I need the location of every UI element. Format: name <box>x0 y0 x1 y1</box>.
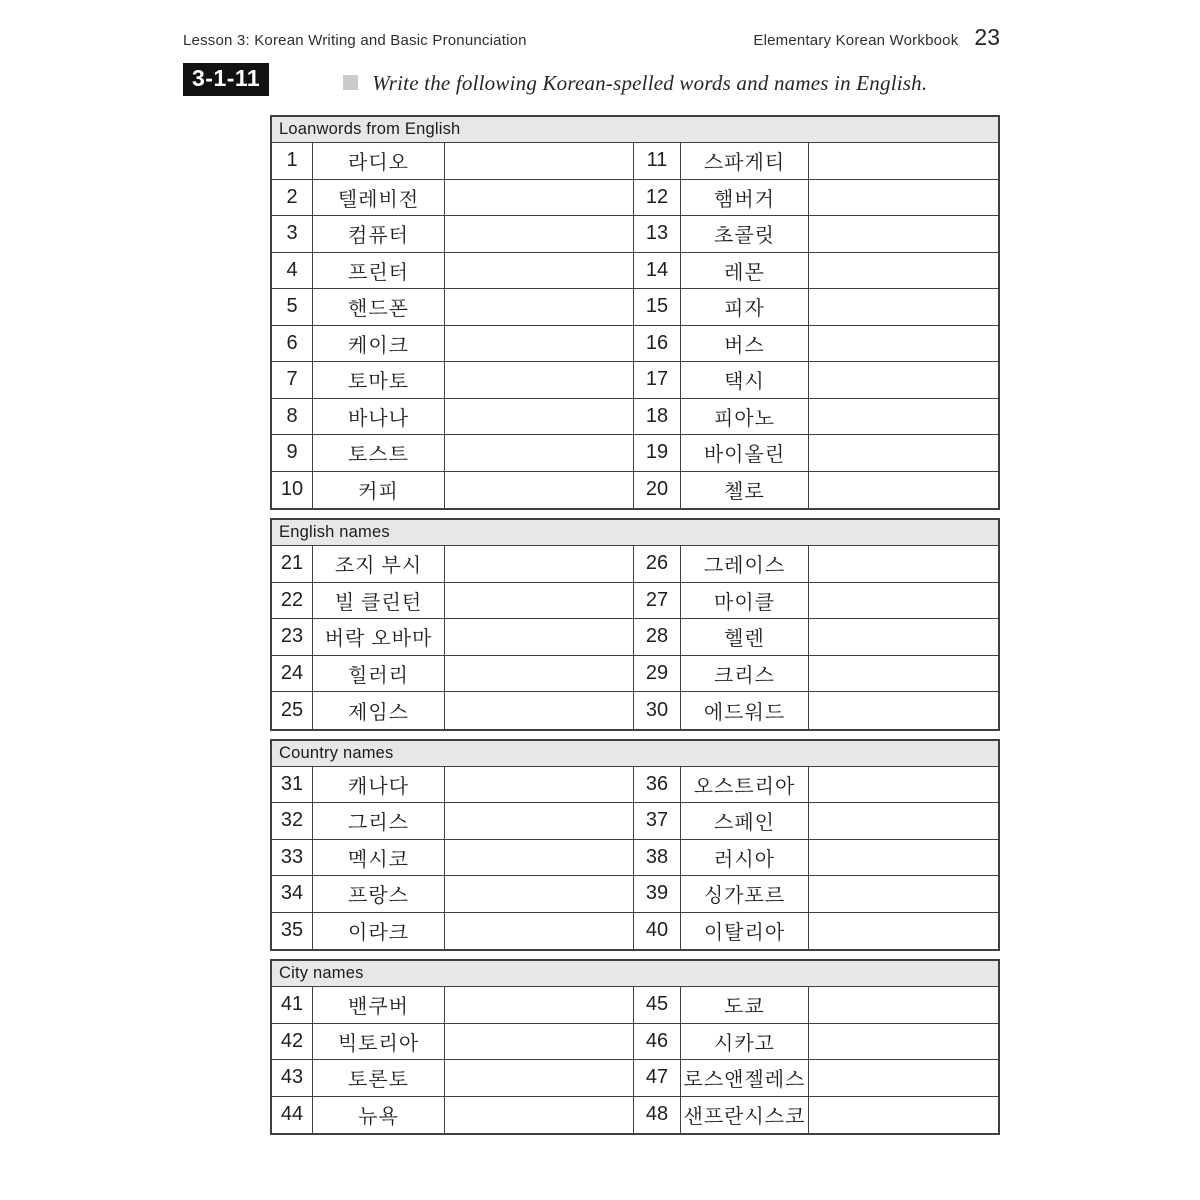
running-head-right <box>753 24 1000 51</box>
exercise-section <box>270 518 1000 731</box>
row-number: 7 <box>272 362 313 399</box>
row-number: 12 <box>634 180 681 217</box>
answer-cell <box>445 913 634 950</box>
answer-cell <box>809 399 998 436</box>
section-title: English names <box>272 520 998 546</box>
answer-cell <box>445 987 634 1024</box>
answer-cell <box>445 803 634 840</box>
row-number: 17 <box>634 362 681 399</box>
answer-cell <box>445 1097 634 1134</box>
row-number: 30 <box>634 692 681 729</box>
row-number: 9 <box>272 435 313 472</box>
row-number: 6 <box>272 326 313 363</box>
exercise-section <box>270 739 1000 952</box>
answer-cell <box>809 876 998 913</box>
korean-word: 제임스 <box>313 692 445 729</box>
exercise-tables <box>270 115 1000 1143</box>
answer-cell <box>809 1060 998 1097</box>
section-grid <box>272 767 998 950</box>
answer-cell <box>809 435 998 472</box>
answer-cell <box>809 216 998 253</box>
row-number: 36 <box>634 767 681 804</box>
row-number: 13 <box>634 216 681 253</box>
korean-word: 프랑스 <box>313 876 445 913</box>
korean-word: 스페인 <box>681 803 809 840</box>
answer-cell <box>445 840 634 877</box>
korean-word: 버락 오바마 <box>313 619 445 656</box>
answer-cell <box>445 289 634 326</box>
answer-cell <box>445 180 634 217</box>
answer-cell <box>809 362 998 399</box>
korean-word: 크리스 <box>681 656 809 693</box>
korean-word: 힐러리 <box>313 656 445 693</box>
row-number: 8 <box>272 399 313 436</box>
row-number: 42 <box>272 1024 313 1061</box>
answer-cell <box>809 692 998 729</box>
answer-cell <box>809 803 998 840</box>
answer-cell <box>809 1024 998 1061</box>
section-title: Loanwords from English <box>272 117 998 143</box>
answer-cell <box>809 840 998 877</box>
row-number: 21 <box>272 546 313 583</box>
answer-cell <box>809 253 998 290</box>
korean-word: 샌프란시스코 <box>681 1097 809 1134</box>
korean-word: 첼로 <box>681 472 809 509</box>
korean-word: 로스앤젤레스 <box>681 1060 809 1097</box>
row-number: 10 <box>272 472 313 509</box>
row-number: 32 <box>272 803 313 840</box>
korean-word: 도쿄 <box>681 987 809 1024</box>
korean-word: 싱가포르 <box>681 876 809 913</box>
row-number: 38 <box>634 840 681 877</box>
korean-word: 바이올린 <box>681 435 809 472</box>
korean-word: 라디오 <box>313 143 445 180</box>
answer-cell <box>445 435 634 472</box>
answer-cell <box>809 767 998 804</box>
row-number: 28 <box>634 619 681 656</box>
book-title: Elementary Korean Workbook <box>753 32 959 49</box>
korean-word: 에드워드 <box>681 692 809 729</box>
answer-cell <box>445 326 634 363</box>
korean-word: 햄버거 <box>681 180 809 217</box>
answer-cell <box>809 656 998 693</box>
answer-cell <box>445 656 634 693</box>
section-title: Country names <box>272 741 998 767</box>
exercise-section <box>270 115 1000 510</box>
korean-word: 러시아 <box>681 840 809 877</box>
row-number: 18 <box>634 399 681 436</box>
row-number: 45 <box>634 987 681 1024</box>
korean-word: 프린터 <box>313 253 445 290</box>
answer-cell <box>445 767 634 804</box>
answer-cell <box>809 143 998 180</box>
korean-word: 컴퓨터 <box>313 216 445 253</box>
korean-word: 이탈리아 <box>681 913 809 950</box>
row-number: 1 <box>272 143 313 180</box>
section-title: City names <box>272 961 998 987</box>
korean-word: 캐나다 <box>313 767 445 804</box>
answer-cell <box>445 692 634 729</box>
answer-cell <box>809 289 998 326</box>
row-number: 29 <box>634 656 681 693</box>
square-bullet-icon <box>343 75 358 90</box>
answer-cell <box>445 619 634 656</box>
page-number: 23 <box>974 24 1000 50</box>
row-number: 5 <box>272 289 313 326</box>
answer-cell <box>809 987 998 1024</box>
korean-word: 오스트리아 <box>681 767 809 804</box>
section-grid <box>272 546 998 729</box>
korean-word: 케이크 <box>313 326 445 363</box>
row-number: 4 <box>272 253 313 290</box>
row-number: 23 <box>272 619 313 656</box>
korean-word: 헬렌 <box>681 619 809 656</box>
korean-word: 빌 클린턴 <box>313 583 445 620</box>
row-number: 39 <box>634 876 681 913</box>
korean-word: 멕시코 <box>313 840 445 877</box>
row-number: 31 <box>272 767 313 804</box>
korean-word: 토론토 <box>313 1060 445 1097</box>
answer-cell <box>445 472 634 509</box>
row-number: 26 <box>634 546 681 583</box>
answer-cell <box>445 1060 634 1097</box>
answer-cell <box>445 216 634 253</box>
row-number: 48 <box>634 1097 681 1134</box>
answer-cell <box>809 326 998 363</box>
row-number: 44 <box>272 1097 313 1134</box>
row-number: 19 <box>634 435 681 472</box>
answer-cell <box>445 362 634 399</box>
answer-cell <box>445 399 634 436</box>
row-number: 2 <box>272 180 313 217</box>
answer-cell <box>445 1024 634 1061</box>
korean-word: 그리스 <box>313 803 445 840</box>
row-number: 24 <box>272 656 313 693</box>
korean-word: 그레이스 <box>681 546 809 583</box>
row-number: 47 <box>634 1060 681 1097</box>
korean-word: 밴쿠버 <box>313 987 445 1024</box>
korean-word: 빅토리아 <box>313 1024 445 1061</box>
korean-word: 피아노 <box>681 399 809 436</box>
running-head <box>183 24 1000 51</box>
row-number: 20 <box>634 472 681 509</box>
row-number: 16 <box>634 326 681 363</box>
exercise-heading <box>183 63 1000 96</box>
answer-cell <box>809 1097 998 1134</box>
korean-word: 초콜릿 <box>681 216 809 253</box>
row-number: 40 <box>634 913 681 950</box>
section-grid <box>272 987 998 1133</box>
exercise-number-badge: 3-1-11 <box>183 63 269 96</box>
answer-cell <box>445 583 634 620</box>
answer-cell <box>809 546 998 583</box>
row-number: 25 <box>272 692 313 729</box>
row-number: 27 <box>634 583 681 620</box>
answer-cell <box>809 913 998 950</box>
korean-word: 이라크 <box>313 913 445 950</box>
korean-word: 마이클 <box>681 583 809 620</box>
korean-word: 텔레비전 <box>313 180 445 217</box>
answer-cell <box>809 583 998 620</box>
lesson-title: Lesson 3: Korean Writing and Basic Pronunciation <box>183 32 527 49</box>
korean-word: 조지 부시 <box>313 546 445 583</box>
exercise-instruction: Write the following Korean-spelled words and names in English. <box>372 71 928 96</box>
korean-word: 커피 <box>313 472 445 509</box>
section-grid <box>272 143 998 508</box>
korean-word: 핸드폰 <box>313 289 445 326</box>
row-number: 35 <box>272 913 313 950</box>
row-number: 3 <box>272 216 313 253</box>
row-number: 37 <box>634 803 681 840</box>
row-number: 46 <box>634 1024 681 1061</box>
korean-word: 택시 <box>681 362 809 399</box>
row-number: 14 <box>634 253 681 290</box>
korean-word: 뉴욕 <box>313 1097 445 1134</box>
korean-word: 피자 <box>681 289 809 326</box>
korean-word: 토스트 <box>313 435 445 472</box>
answer-cell <box>809 472 998 509</box>
row-number: 22 <box>272 583 313 620</box>
answer-cell <box>809 180 998 217</box>
korean-word: 레몬 <box>681 253 809 290</box>
korean-word: 스파게티 <box>681 143 809 180</box>
answer-cell <box>445 876 634 913</box>
row-number: 41 <box>272 987 313 1024</box>
korean-word: 버스 <box>681 326 809 363</box>
row-number: 34 <box>272 876 313 913</box>
korean-word: 토마토 <box>313 362 445 399</box>
row-number: 33 <box>272 840 313 877</box>
answer-cell <box>445 143 634 180</box>
answer-cell <box>809 619 998 656</box>
answer-cell <box>445 253 634 290</box>
answer-cell <box>445 546 634 583</box>
row-number: 11 <box>634 143 681 180</box>
korean-word: 시카고 <box>681 1024 809 1061</box>
exercise-section <box>270 959 1000 1135</box>
row-number: 15 <box>634 289 681 326</box>
korean-word: 바나나 <box>313 399 445 436</box>
row-number: 43 <box>272 1060 313 1097</box>
